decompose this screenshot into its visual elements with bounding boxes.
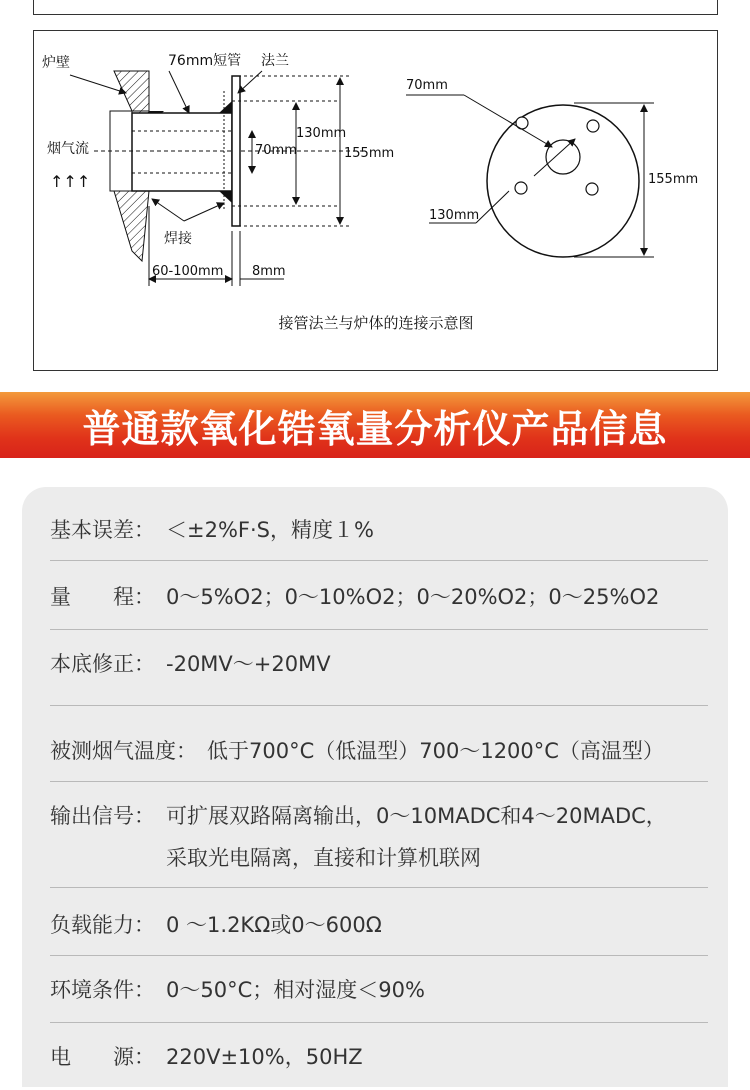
dim-155-label: 155mm bbox=[344, 146, 395, 161]
flange-dim-130-label: 130mm bbox=[429, 208, 480, 223]
spec-row-power bbox=[50, 1036, 708, 1090]
spec-label: 负载能力： bbox=[50, 913, 155, 937]
spec-label: 电 源： bbox=[50, 1045, 155, 1069]
flange-label: 法兰 bbox=[261, 53, 289, 69]
pipe-length-label: 60-100mm bbox=[152, 264, 224, 279]
spec-row-environment bbox=[50, 969, 708, 1023]
weld-mark-flange-top bbox=[219, 101, 232, 113]
previous-section-frame bbox=[33, 0, 718, 15]
flange-face bbox=[487, 105, 639, 257]
dim-8-label: 8mm bbox=[252, 264, 286, 279]
spec-value: -20MV～+20MV bbox=[166, 652, 331, 676]
spec-value: 可扩展双路隔离输出，0～10MADC和4～20MADC， bbox=[166, 804, 667, 828]
wall-label: 炉壁 bbox=[42, 55, 70, 71]
weld-label: 焊接 bbox=[164, 231, 192, 247]
gas-flow-arrows: ↑↑↑ bbox=[50, 172, 91, 191]
spec-label: 基本误差： bbox=[50, 518, 155, 542]
dim-70-label: 70mm bbox=[255, 143, 297, 158]
short-pipe bbox=[132, 113, 232, 191]
spec-value: 低于700°C（低温型）700～1200°C（高温型） bbox=[207, 739, 664, 763]
pipe-label: 76mm短管 bbox=[168, 53, 242, 69]
flange-dim-70-label: 70mm bbox=[406, 78, 448, 93]
spec-label: 输出信号： bbox=[50, 804, 155, 828]
flange-dim-155-label: 155mm bbox=[648, 172, 699, 187]
spec-row-range bbox=[50, 576, 708, 630]
spec-value: 0～50°C；相对湿度＜90% bbox=[166, 978, 425, 1002]
spec-value: 0 ～1.2KΩ或0～600Ω bbox=[166, 913, 382, 937]
spec-value-line2: 采取光电隔离，直接和计算机联网 bbox=[166, 846, 481, 870]
spec-value: 220V±10%，50HZ bbox=[166, 1045, 363, 1069]
dim-130-label: 130mm bbox=[296, 126, 347, 141]
spec-label: 环境条件： bbox=[50, 978, 155, 1002]
flange-connection-diagram bbox=[33, 30, 718, 371]
spec-row-error bbox=[50, 509, 708, 561]
spec-row-temperature bbox=[50, 730, 708, 782]
diagram-caption: 接管法兰与炉体的连接示意图 bbox=[278, 314, 474, 332]
spec-row-load bbox=[50, 904, 708, 956]
section-banner bbox=[0, 392, 750, 458]
spec-row-correction bbox=[50, 643, 708, 706]
spec-card bbox=[22, 487, 728, 1087]
spec-value: 0～5%O2；0～10%O2；0～20%O2；0～25%O2 bbox=[166, 585, 660, 609]
diagram-drawing bbox=[34, 31, 719, 372]
spec-label: 本底修正： bbox=[50, 652, 155, 676]
spec-label: 被测烟气温度： bbox=[50, 739, 197, 763]
spec-row-output bbox=[50, 795, 708, 888]
gas-flow-label: 烟气流 bbox=[47, 141, 89, 157]
spec-label: 量 程： bbox=[50, 585, 155, 609]
banner-title: 普通款氧化锆氧量分析仪产品信息 bbox=[82, 406, 668, 451]
flange-side bbox=[232, 76, 240, 226]
weld-mark-flange-bottom bbox=[219, 191, 232, 203]
spec-value: ＜±2%F·S，精度１% bbox=[166, 518, 374, 542]
